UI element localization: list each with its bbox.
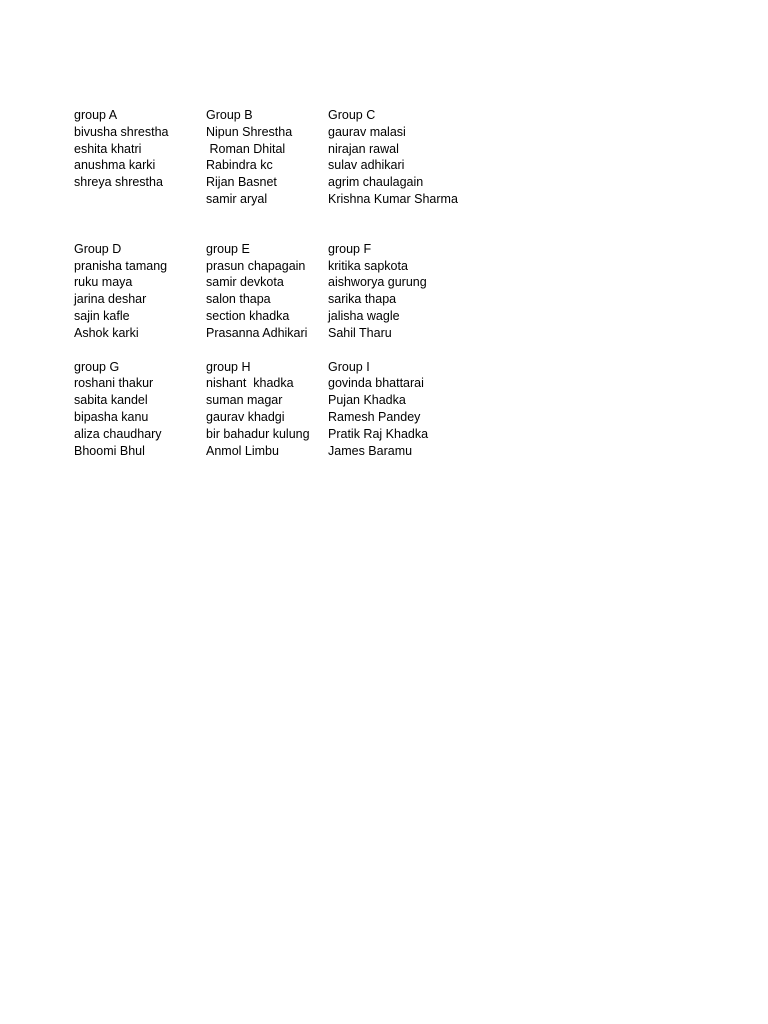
group-row-2 — [74, 241, 478, 342]
member-name: Anmol Limbu — [206, 443, 279, 458]
member-name: section khadka — [206, 308, 290, 323]
group-roster-grid — [74, 107, 478, 459]
group-title: group A — [74, 108, 118, 122]
member-name: gaurav malasi — [328, 124, 406, 139]
member-name: Ramesh Pandey — [328, 409, 421, 424]
member-name: aliza chaudhary — [74, 426, 162, 441]
member-name: jalisha wagle — [328, 308, 400, 323]
member-name: sarika thapa — [328, 292, 397, 307]
member-name: shreya shrestha — [74, 175, 163, 190]
member-name: anushma karki — [74, 158, 156, 173]
member-name: samir devkota — [206, 275, 284, 290]
member-name: Ashok karki — [74, 325, 139, 340]
group-title: Group B — [206, 108, 253, 122]
group-column — [206, 359, 328, 460]
member-name: prasun chapagain — [206, 258, 306, 273]
member-name: bivusha shrestha — [74, 124, 169, 139]
member-name: Krishna Kumar Sharma — [328, 191, 458, 206]
member-name: Rijan Basnet — [206, 175, 277, 190]
member-name: Prasanna Adhikari — [206, 325, 308, 340]
group-column — [328, 107, 478, 208]
group-column — [206, 241, 328, 342]
group-title: group F — [328, 241, 372, 256]
member-name: Bhoomi Bhul — [74, 443, 145, 458]
group-column — [74, 241, 206, 342]
group-title: Group C — [328, 108, 376, 122]
member-name: Nipun Shrestha — [206, 124, 293, 139]
member-name: eshita khatri — [74, 141, 142, 156]
member-name: Rabindra kc — [206, 158, 273, 173]
member-name: Roman Dhital — [206, 141, 286, 156]
member-name: jarina deshar — [74, 292, 147, 307]
group-title: Group I — [328, 359, 370, 374]
member-name: sulav adhikari — [328, 158, 405, 173]
group-title: group G — [74, 359, 120, 374]
member-name: suman magar — [206, 393, 283, 408]
member-name: gaurav khadgi — [206, 409, 285, 424]
member-name: roshani thakur — [74, 376, 154, 391]
group-column — [74, 107, 206, 208]
member-name: ruku maya — [74, 275, 133, 290]
group-title: Group D — [74, 241, 122, 256]
group-row-1 — [74, 107, 478, 208]
member-name: aishworya gurung — [328, 275, 427, 290]
group-column — [206, 107, 328, 208]
member-name: bir bahadur kulung — [206, 426, 310, 441]
group-title: group H — [206, 359, 251, 374]
member-name: pranisha tamang — [74, 258, 168, 273]
group-column — [328, 359, 478, 460]
member-name: sabita kandel — [74, 393, 148, 408]
group-row-3 — [74, 359, 478, 460]
member-name: agrim chaulagain — [328, 175, 424, 190]
group-column — [74, 359, 206, 460]
member-name: sajin kafle — [74, 308, 130, 323]
member-name: Sahil Tharu — [328, 325, 392, 340]
member-name: bipasha kanu — [74, 409, 149, 424]
member-name: nishant khadka — [206, 376, 294, 391]
member-name: salon thapa — [206, 292, 271, 307]
member-name: James Baramu — [328, 443, 413, 458]
member-name: kritika sapkota — [328, 258, 408, 273]
member-name: Pujan Khadka — [328, 393, 406, 408]
group-title: group E — [206, 241, 250, 256]
group-column — [328, 241, 478, 342]
member-name: Pratik Raj Khadka — [328, 426, 429, 441]
member-name: govinda bhattarai — [328, 376, 424, 391]
member-name: samir aryal — [206, 191, 268, 206]
member-name: nirajan rawal — [328, 141, 399, 156]
